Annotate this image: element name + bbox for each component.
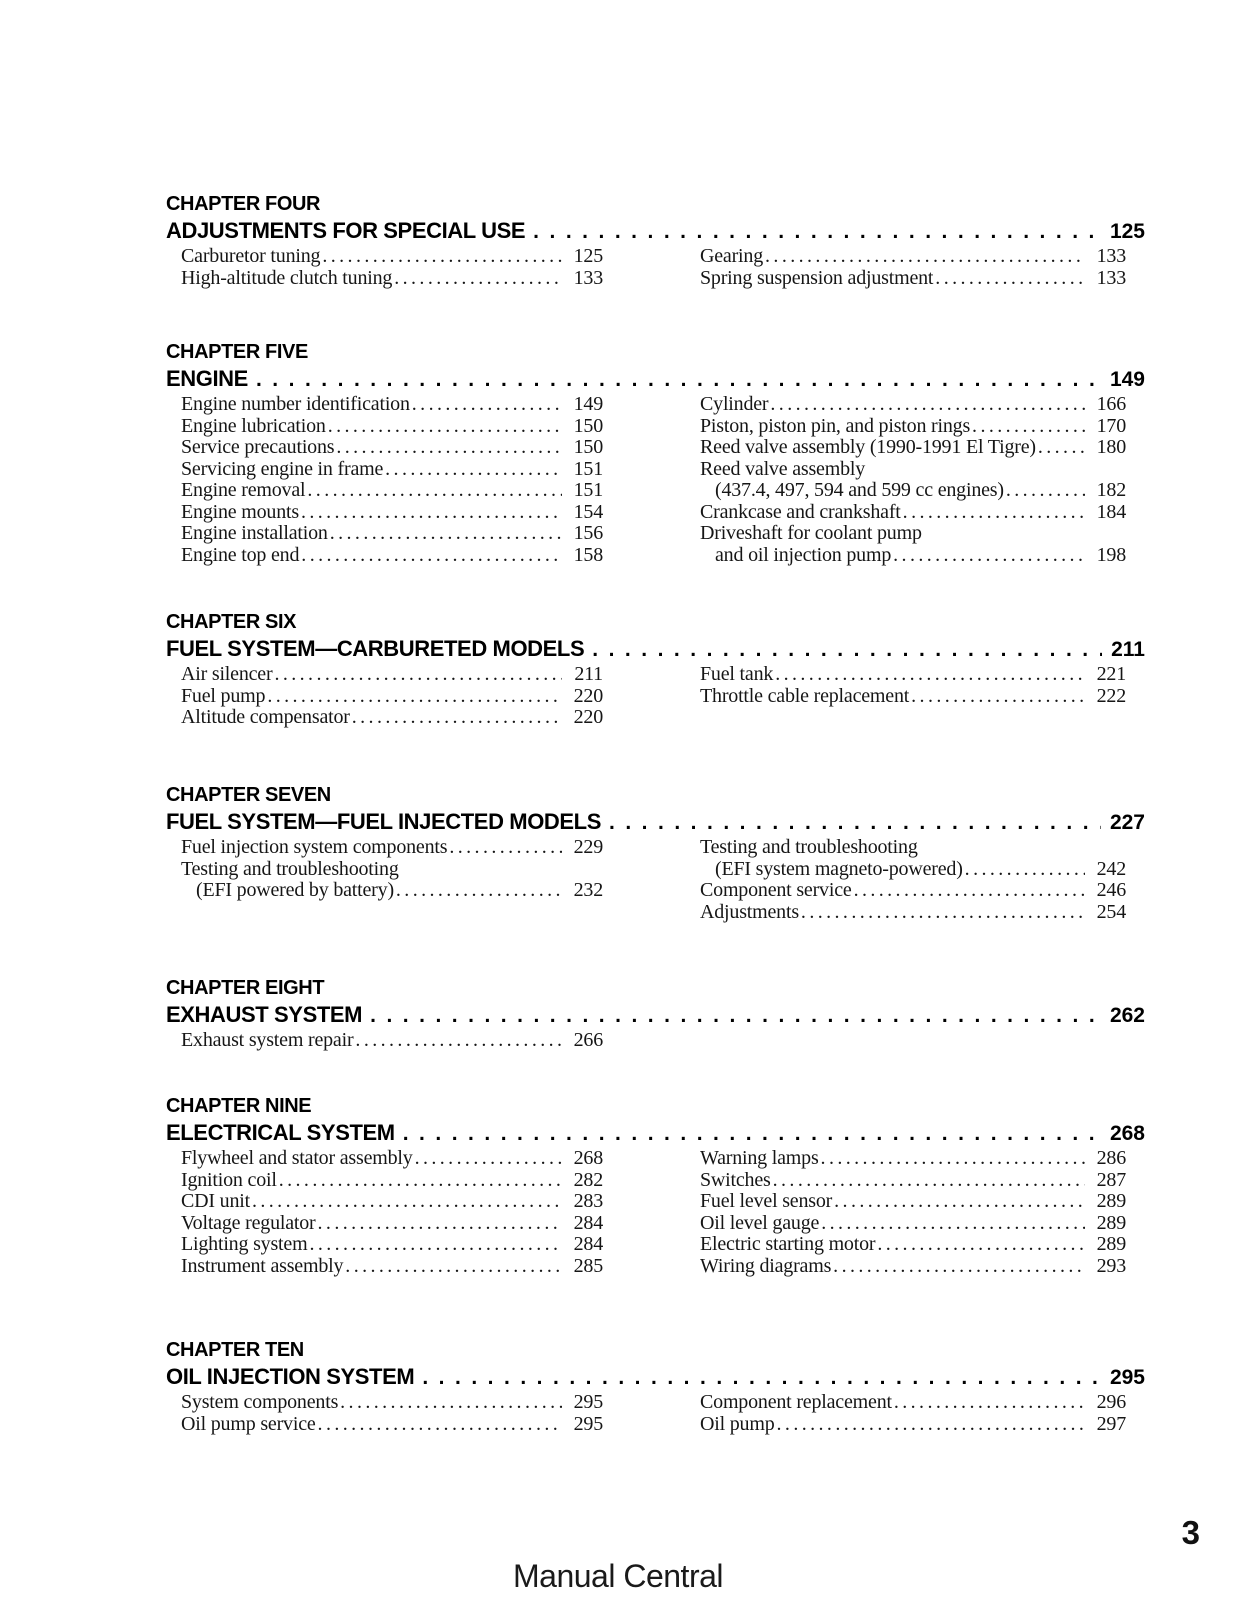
entry-label: Instrument assembly <box>181 1254 344 1277</box>
dot-leader <box>353 1030 562 1052</box>
toc-entry <box>700 268 1126 290</box>
dot-leader <box>338 1392 562 1414</box>
entry-label: Cylinder <box>700 393 769 415</box>
entry-page-number: 295 <box>573 1412 603 1435</box>
toc-column-left <box>181 1030 603 1052</box>
dot-leader <box>316 1213 562 1235</box>
entry-page-number: 229 <box>573 836 603 858</box>
entry-page-number: 242 <box>1096 857 1126 880</box>
toc-entry <box>181 437 603 459</box>
toc-entry <box>700 246 1126 268</box>
toc-entry <box>181 480 603 502</box>
toc-entry <box>700 664 1126 686</box>
entry-page-number: 232 <box>573 879 603 901</box>
entry-label: Engine removal <box>181 479 306 501</box>
chapter-label: CHAPTER TEN <box>166 1339 304 1361</box>
toc-column-left <box>181 246 603 289</box>
dot-leader <box>771 1170 1085 1192</box>
toc-entry <box>700 1392 1126 1414</box>
dot-leader <box>256 366 1101 393</box>
entry-label: High-altitude clutch tuning <box>181 266 393 289</box>
chapter-page-number: 125 <box>1109 220 1145 243</box>
entry-label: (EFI system magneto-powered) <box>715 857 963 880</box>
entry-label: Engine top end <box>181 543 300 566</box>
toc-entry <box>700 902 1126 924</box>
chapter-label: CHAPTER FOUR <box>166 193 321 215</box>
chapter-section <box>166 975 1145 1052</box>
entry-page-number: 266 <box>573 1029 603 1051</box>
entry-label: Fuel injection system components <box>181 836 448 858</box>
entry-page-number: 182 <box>1096 479 1126 501</box>
dot-leader <box>852 880 1085 902</box>
dot-leader <box>901 502 1085 524</box>
toc-column-left <box>181 394 603 566</box>
chapter-title: ADJUSTMENTS FOR SPECIAL USE <box>166 218 526 243</box>
entry-label: Fuel level sensor <box>700 1190 833 1212</box>
toc-entry <box>181 268 603 290</box>
chapter-title: FUEL SYSTEM—FUEL INJECTED MODELS <box>166 809 601 834</box>
entry-label: Engine mounts <box>181 500 299 523</box>
entry-page-number: 293 <box>1096 1254 1126 1277</box>
entry-page-number: 287 <box>1096 1168 1126 1191</box>
entry-label: Exhaust system repair <box>181 1029 354 1051</box>
entry-page-number: 282 <box>573 1168 603 1191</box>
toc-entry <box>181 880 603 902</box>
toc-column-right <box>700 394 1126 566</box>
entry-label: Fuel pump <box>181 684 266 707</box>
toc-column-left <box>181 1148 603 1277</box>
dot-leader <box>403 1120 1101 1147</box>
dot-leader <box>819 1148 1085 1170</box>
chapter-title-row <box>166 217 1145 245</box>
entry-label: Engine installation <box>181 522 328 544</box>
toc-entry <box>181 1414 603 1436</box>
toc-entry <box>181 1170 603 1192</box>
chapter-title-row <box>166 808 1145 836</box>
dot-leader <box>819 1213 1085 1235</box>
toc-entry <box>181 459 603 481</box>
dot-leader <box>963 859 1085 881</box>
chapter-title-row <box>166 635 1145 663</box>
toc-column-left <box>181 837 603 923</box>
dot-leader <box>250 1191 562 1213</box>
entry-page-number: 133 <box>1096 266 1126 289</box>
entry-page-number: 211 <box>574 663 603 685</box>
dot-leader <box>533 218 1101 245</box>
toc-entry <box>700 1213 1126 1235</box>
toc-entry <box>181 664 603 686</box>
entry-label: Switches <box>700 1168 771 1191</box>
chapter-title-row <box>166 1363 1145 1391</box>
dot-leader <box>326 416 562 438</box>
dot-leader <box>307 1234 562 1256</box>
dot-leader <box>1004 480 1085 502</box>
entry-label: Spring suspension adjustment <box>700 266 934 289</box>
chapter-title: FUEL SYSTEM—CARBURETED MODELS <box>166 636 585 661</box>
toc-entry <box>700 1234 1126 1256</box>
entry-label: Component replacement <box>700 1391 892 1413</box>
entry-label: Flywheel and stator assembly <box>181 1147 413 1169</box>
dot-leader <box>370 1002 1101 1029</box>
dot-leader <box>875 1234 1085 1256</box>
entry-label: Component service <box>700 879 852 901</box>
chapter-page-number: 149 <box>1109 368 1145 391</box>
toc-entry <box>700 394 1126 416</box>
chapter-columns <box>166 1030 1145 1052</box>
entry-label: Throttle cable replacement <box>700 684 910 707</box>
entry-page-number: 289 <box>1096 1190 1126 1212</box>
dot-leader <box>316 1414 562 1436</box>
entry-label: Gearing <box>700 245 764 267</box>
toc-entry <box>181 394 603 416</box>
dot-leader <box>891 545 1085 567</box>
dot-leader <box>410 394 562 416</box>
entry-page-number: 286 <box>1096 1147 1126 1169</box>
entry-page-number: 150 <box>573 436 603 458</box>
toc-entry <box>700 1148 1126 1170</box>
toc-entry <box>181 1392 603 1414</box>
toc-entry <box>700 837 1126 859</box>
entry-label: Fuel tank <box>700 663 774 685</box>
entry-page-number: 156 <box>573 522 603 544</box>
chapter-page-number: 268 <box>1109 1122 1145 1145</box>
dot-leader <box>773 664 1085 686</box>
entry-label: Electric starting motor <box>700 1233 876 1255</box>
toc-entry <box>700 880 1126 902</box>
entry-page-number: 133 <box>1096 245 1126 267</box>
chapter-section <box>166 1337 1145 1435</box>
dot-leader <box>343 1256 562 1278</box>
toc-entry <box>181 416 603 438</box>
chapter-columns <box>166 394 1145 566</box>
entry-label: Wiring diagrams <box>700 1254 832 1277</box>
entry-page-number: 285 <box>573 1254 603 1277</box>
toc-entry <box>700 545 1126 567</box>
toc-entry <box>181 545 603 567</box>
entry-page-number: 220 <box>573 706 603 728</box>
chapter-title: ENGINE <box>166 366 248 391</box>
dot-leader <box>447 837 562 859</box>
toc-entry <box>700 416 1126 438</box>
toc-entry <box>700 502 1126 524</box>
entry-page-number: 133 <box>573 266 603 289</box>
dot-leader <box>320 246 562 268</box>
page-number: 3 <box>1181 1514 1200 1551</box>
chapter-page-number: 295 <box>1109 1366 1145 1389</box>
chapter-section <box>166 609 1145 729</box>
chapter-label: CHAPTER SIX <box>166 611 297 633</box>
entry-page-number: 154 <box>573 500 603 523</box>
toc-entry <box>700 1414 1126 1436</box>
toc-entry <box>700 459 1126 481</box>
dot-leader <box>775 1414 1085 1436</box>
entry-label: Service precautions <box>181 436 335 458</box>
toc-entry <box>181 502 603 524</box>
toc-entry <box>181 523 603 545</box>
toc-column-right <box>700 837 1126 923</box>
entry-page-number: 284 <box>573 1233 603 1255</box>
toc-column-left <box>181 1392 603 1435</box>
toc-entry <box>181 837 603 859</box>
dot-leader <box>592 636 1102 663</box>
chapter-columns <box>166 664 1145 729</box>
chapter-page-number: 262 <box>1109 1004 1145 1027</box>
entry-label: Oil level gauge <box>700 1211 820 1234</box>
entry-label: Adjustments <box>700 900 799 923</box>
entry-page-number: 297 <box>1096 1412 1126 1435</box>
toc-entry <box>700 437 1126 459</box>
toc-entry <box>181 1234 603 1256</box>
chapter-title-row <box>166 1001 1145 1029</box>
entry-page-number: 284 <box>573 1211 603 1234</box>
toc-entry <box>181 1191 603 1213</box>
chapter-label: CHAPTER EIGHT <box>166 977 325 999</box>
toc-entry <box>700 1256 1126 1278</box>
entry-label: Ignition coil <box>181 1168 277 1191</box>
entry-label: Servicing engine in frame <box>181 457 384 480</box>
entry-page-number: 268 <box>573 1147 603 1169</box>
entry-page-number: 289 <box>1096 1211 1126 1234</box>
dot-leader <box>299 502 562 524</box>
entry-page-number: 246 <box>1096 879 1126 901</box>
entry-page-number: 222 <box>1096 684 1126 707</box>
dot-leader <box>422 1364 1101 1391</box>
entry-page-number: 170 <box>1096 414 1126 437</box>
chapter-title: ELECTRICAL SYSTEM <box>166 1120 395 1145</box>
entry-label: Piston, piston pin, and piston rings <box>700 414 971 437</box>
entry-page-number: 166 <box>1096 393 1126 415</box>
chapter-title-row <box>166 365 1145 393</box>
toc-entry <box>700 1170 1126 1192</box>
dot-leader <box>394 880 562 902</box>
entry-page-number: 283 <box>573 1190 603 1212</box>
entry-label: Oil pump service <box>181 1412 316 1435</box>
entry-label: Carburetor tuning <box>181 245 321 267</box>
dot-leader <box>763 246 1085 268</box>
toc-entry <box>181 1030 603 1052</box>
chapter-columns <box>166 1392 1145 1435</box>
entry-label: Voltage regulator <box>181 1211 316 1234</box>
dot-leader <box>909 686 1085 708</box>
entry-page-number: 150 <box>573 414 603 437</box>
entry-page-number: 158 <box>573 543 603 566</box>
toc-entry <box>181 686 603 708</box>
chapter-page-number: 211 <box>1111 638 1145 661</box>
toc-entry <box>700 1191 1126 1213</box>
chapter-title: EXHAUST SYSTEM <box>166 1002 363 1027</box>
entry-label: Air silencer <box>181 663 273 685</box>
entry-label: Altitude compensator <box>181 706 350 728</box>
toc-column-right <box>700 246 1126 289</box>
entry-label: System components <box>181 1391 339 1413</box>
dot-leader <box>334 437 562 459</box>
chapter-title-row <box>166 1119 1145 1147</box>
entry-page-number: 151 <box>573 479 603 501</box>
chapter-columns <box>166 1148 1145 1277</box>
entry-page-number: 180 <box>1096 436 1126 458</box>
entry-label: Crankcase and crankshaft <box>700 500 901 523</box>
toc-entry <box>700 480 1126 502</box>
entry-label: Oil pump <box>700 1412 775 1435</box>
dot-leader <box>383 459 562 481</box>
chapter-section <box>166 191 1145 289</box>
chapter-title: OIL INJECTION SYSTEM <box>166 1364 415 1389</box>
entry-page-number: 125 <box>573 245 603 267</box>
chapter-section <box>166 782 1145 923</box>
dot-leader <box>305 480 562 502</box>
toc-column-left <box>181 664 603 729</box>
toc-column-right <box>700 1392 1126 1435</box>
toc-entry <box>700 859 1126 881</box>
dot-leader <box>392 268 562 290</box>
entry-page-number: 289 <box>1096 1233 1126 1255</box>
dot-leader <box>609 809 1101 836</box>
dot-leader <box>892 1392 1085 1414</box>
entry-label: Testing and troubleshooting <box>700 836 918 858</box>
toc-entry <box>181 1148 603 1170</box>
dot-leader <box>350 707 562 729</box>
dot-leader <box>933 268 1085 290</box>
entry-label: (437.4, 497, 594 and 599 cc engines) <box>715 479 1004 501</box>
toc-column-right <box>700 1030 1126 1052</box>
entry-page-number: 296 <box>1096 1391 1126 1413</box>
entry-label: Engine number identification <box>181 393 410 415</box>
entry-page-number: 198 <box>1096 543 1126 566</box>
chapter-columns <box>166 246 1145 289</box>
dot-leader <box>799 902 1085 924</box>
entry-page-number: 220 <box>573 684 603 707</box>
dot-leader <box>272 664 562 686</box>
toc-column-right <box>700 664 1126 729</box>
entry-label: Driveshaft for coolant pump <box>700 522 922 544</box>
dot-leader <box>970 416 1085 438</box>
chapter-label: CHAPTER NINE <box>166 1095 312 1117</box>
dot-leader <box>831 1256 1085 1278</box>
chapter-section <box>166 1093 1145 1277</box>
toc-entry <box>181 246 603 268</box>
toc-entry <box>700 686 1126 708</box>
chapter-section <box>166 339 1145 566</box>
entry-page-number: 149 <box>573 393 603 415</box>
entry-page-number: 184 <box>1096 500 1126 523</box>
footer-brand: Manual Central <box>513 1558 723 1594</box>
dot-leader <box>832 1191 1085 1213</box>
entry-label: (EFI powered by battery) <box>196 879 394 901</box>
dot-leader <box>1036 437 1085 459</box>
entry-label: Warning lamps <box>700 1147 819 1169</box>
toc-entry <box>700 523 1126 545</box>
toc-entry <box>181 859 603 881</box>
dot-leader <box>299 545 562 567</box>
entry-label: Testing and troubleshooting <box>181 857 399 880</box>
entry-label: Lighting system <box>181 1233 308 1255</box>
dot-leader <box>265 686 562 708</box>
entry-page-number: 295 <box>573 1391 603 1413</box>
chapter-label: CHAPTER SEVEN <box>166 784 331 806</box>
entry-label: Reed valve assembly <box>700 457 866 480</box>
entry-page-number: 254 <box>1096 900 1126 923</box>
dot-leader <box>413 1148 562 1170</box>
toc-entry <box>181 1256 603 1278</box>
entry-page-number: 221 <box>1096 663 1126 685</box>
dot-leader <box>328 523 562 545</box>
toc-entry <box>181 1213 603 1235</box>
entry-label: Reed valve assembly (1990-1991 El Tigre) <box>700 436 1036 458</box>
entry-page-number: 151 <box>573 457 603 480</box>
entry-label: and oil injection pump <box>715 543 892 566</box>
entry-label: CDI unit <box>181 1190 250 1212</box>
toc-entry <box>181 707 603 729</box>
dot-leader <box>277 1170 562 1192</box>
chapter-label: CHAPTER FIVE <box>166 341 308 363</box>
dot-leader <box>768 394 1085 416</box>
entry-label: Engine lubrication <box>181 414 326 437</box>
chapter-page-number: 227 <box>1109 811 1145 834</box>
chapter-columns <box>166 837 1145 923</box>
toc-column-right <box>700 1148 1126 1277</box>
